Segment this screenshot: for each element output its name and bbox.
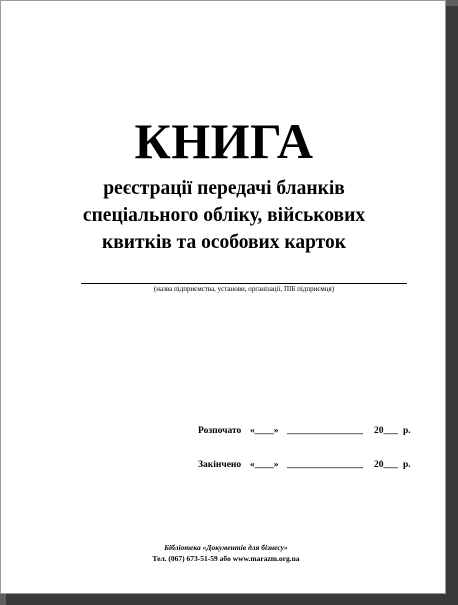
finished-label: Закінчено — [198, 460, 242, 470]
started-year-suffix: р. — [403, 426, 411, 436]
subtitle-line: реєстрації передачі бланків — [103, 178, 345, 199]
started-month-blank: ________________ — [287, 426, 363, 436]
finished-year-suffix: р. — [403, 460, 411, 470]
document-subtitle — [41, 175, 407, 256]
footer-library-line: Бібліотека «Документів для бізнесу» — [164, 543, 288, 552]
organization-caption: (назва підприємства, установи, організації, ПІБ підприємця) — [153, 285, 335, 293]
finished-month-blank: ________________ — [287, 460, 363, 470]
finished-day-blank: «____» — [250, 460, 279, 470]
finished-year-blank: 20___ — [374, 460, 398, 470]
document-title: КНИГА — [134, 113, 314, 169]
subtitle-line: спеціального обліку, військових — [82, 205, 366, 226]
footer-contact-line: Тел. (067) 673-51-59 або www.marazm.org.ua — [152, 554, 300, 563]
subtitle-line: квитків та особових карток — [102, 232, 346, 253]
page-shadow-right — [446, 6, 458, 605]
page-shadow-bottom — [6, 594, 458, 605]
publisher-footer — [101, 542, 351, 564]
started-day-blank: «____» — [250, 426, 279, 436]
started-label: Розпочато — [198, 426, 242, 436]
started-year-blank: 20___ — [374, 426, 398, 436]
organization-name-line — [81, 283, 407, 284]
